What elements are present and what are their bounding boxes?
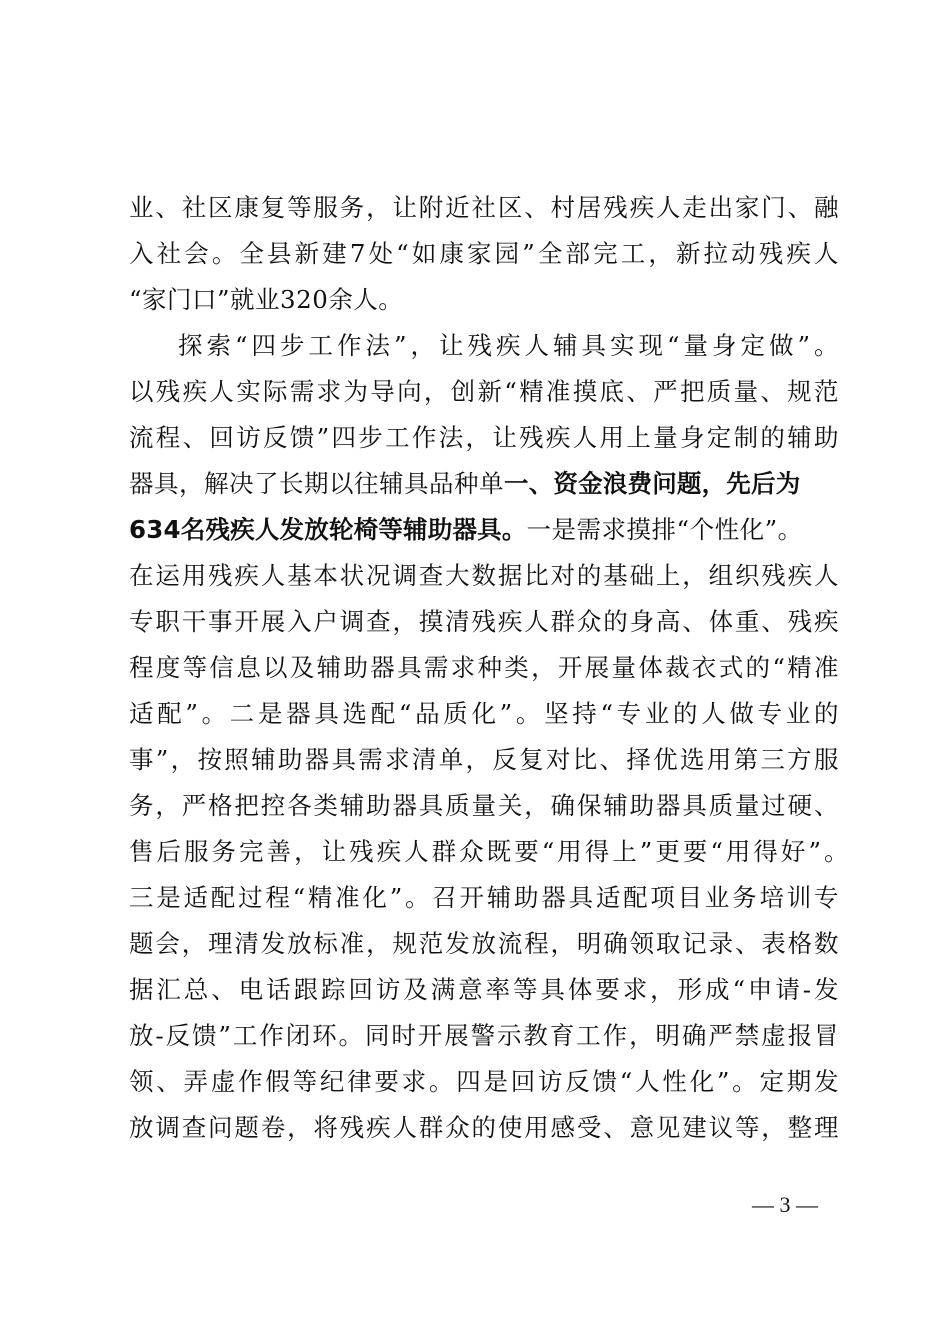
text-line-3: “家门口”就业320余人。 bbox=[129, 285, 404, 314]
text-line-2: 入社会。全县新建7处“如康家园”全部完工，新拉动残疾人 bbox=[129, 239, 839, 268]
text-line-12: 适配”。二是器具选配“品质化”。坚持“专业的人做专业的 bbox=[129, 699, 839, 728]
text-line-9: 在运用残疾人基本状况调查大数据比对的基础上，组织残疾人 bbox=[129, 561, 839, 590]
text-line-15: 售后服务完善，让残疾人群众既要“用得上”更要“用得好”。 bbox=[129, 837, 849, 866]
text-line-16: 三是适配过程“精准化”。召开辅助器具适配项目业务培训专 bbox=[129, 883, 839, 912]
text-line-5: 以残疾人实际需求为导向，创新“精准摸底、严把质量、规范 bbox=[129, 377, 839, 406]
text-line-1: 业、社区康复等服务，让附近社区、村居残疾人走出家门、融 bbox=[129, 193, 839, 222]
text-line-18: 据汇总、电话跟踪回访及满意率等具体要求，形成“申请-发 bbox=[129, 975, 839, 1004]
text-line-13: 事”，按照辅助器具需求清单，反复对比、择优选用第三方服 bbox=[129, 745, 839, 774]
text-line-11: 程度等信息以及辅助器具需求种类，开展量体裁衣式的“精准 bbox=[129, 653, 839, 682]
text-line-6: 流程、回访反馈”四步工作法，让残疾人用上量身定制的辅助 bbox=[129, 423, 839, 452]
text-line-8 bbox=[129, 510, 849, 550]
text-line-7-regular: 器具，解决了长期以往辅具品种单 bbox=[129, 469, 504, 498]
text-line-8-regular: 一是需求摸排“个性化”。 bbox=[526, 515, 803, 544]
page-number: — 3 — bbox=[752, 1192, 818, 1217]
text-line-17: 题会，理清发放标准，规范发放流程，明确领取记录、表格数 bbox=[129, 929, 839, 958]
text-line-20: 领、弄虚作假等纪律要求。四是回访反馈“人性化”。定期发 bbox=[129, 1067, 839, 1096]
text-line-10: 专职干事开展入户调查，摸清残疾人群众的身高、体重、残疾 bbox=[129, 607, 839, 636]
text-line-7-bold: 一、资金浪费问题，先后为 bbox=[504, 469, 801, 498]
text-line-8-bold: 634名残疾人发放轮椅等辅助器具。 bbox=[129, 515, 527, 544]
text-line-14: 务，严格把控各类辅助器具质量关，确保辅助器具质量过硬、 bbox=[129, 791, 839, 820]
text-line-21: 放调查问题卷，将残疾人群众的使用感受、意见建议等，整理 bbox=[129, 1113, 839, 1142]
text-line-19: 放-反馈”工作闭环。同时开展警示教育工作，明确严禁虚报冒 bbox=[129, 1021, 839, 1050]
text-line-7 bbox=[129, 464, 839, 504]
paragraph-heading-line: 探索“四步工作法”，让残疾人辅具实现“量身定做”。 bbox=[178, 331, 839, 360]
